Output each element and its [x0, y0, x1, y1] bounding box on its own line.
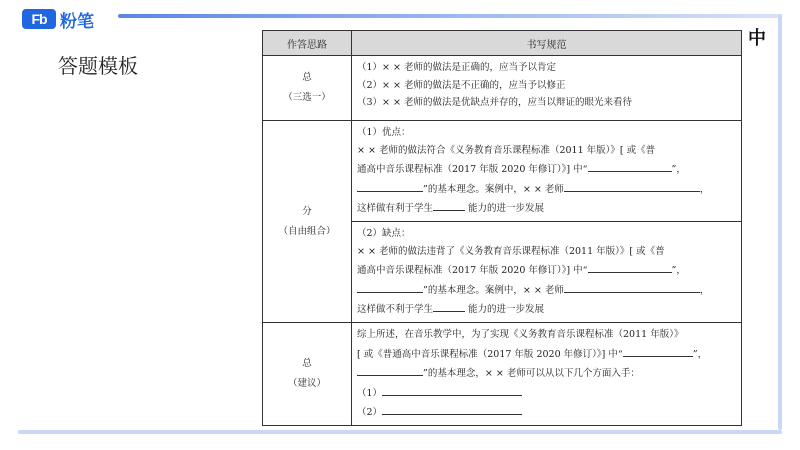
fill-blank: [588, 260, 672, 273]
fill-blank: [357, 363, 423, 376]
suggestion-item: （2）: [357, 402, 736, 422]
fill-blank: [588, 159, 672, 172]
row-label-cell: [263, 323, 352, 426]
fill-blank: [623, 344, 693, 357]
side-decoration-line: [778, 14, 782, 430]
fill-blank: [357, 280, 423, 293]
suggestion-line: ”的基本理念，× × 老师可以从以下几个方面入手：: [357, 363, 736, 383]
row-sublabel: （建议）: [287, 377, 326, 389]
option-line: （3）× × 老师的做法是优缺点并存的，应当以辩证的眼光来看待: [357, 97, 633, 108]
pros-line: ”的基本理念。案例中，× × 老师 ，: [357, 179, 736, 199]
logo-text: 粉笔: [60, 11, 94, 32]
row-sublabel: （三选一）: [283, 92, 331, 103]
fill-blank: [382, 402, 522, 415]
pros-line: 通高中音乐课程标准（2017 年版 2020 年修订）》] 中“ ”，: [357, 159, 736, 179]
cons-cell: [352, 222, 742, 323]
table-header-row: [263, 31, 742, 56]
table-row: [263, 56, 742, 121]
suggestion-line: [ 或《普通高中音乐课程标准（2017 年版 2020 年修订）》] 中“ ”，: [357, 344, 736, 364]
bottom-decoration-line: [18, 430, 782, 434]
row-label-cell: [263, 56, 352, 121]
option-line: （1）× × 老师的做法是正确的，应当予以肯定: [357, 62, 557, 73]
fill-blank: [433, 299, 465, 312]
suggestion-cell: [352, 323, 742, 426]
fill-blank: [382, 383, 522, 396]
header-approach: 作答思路: [263, 31, 352, 56]
brand-logo: [22, 6, 94, 32]
row-content-cell: [352, 56, 742, 121]
fill-blank: [433, 198, 465, 211]
suggestion-line: 综上所述，在音乐教学中，为了实现《义务教育音乐课程标准（2011 年版）》: [357, 329, 684, 340]
row-label-cell: [263, 121, 352, 323]
pros-cell: [352, 121, 742, 222]
fill-blank: [357, 179, 423, 192]
logo-mark: Fb: [22, 9, 56, 29]
table-row: [263, 121, 742, 222]
answer-template-table: [262, 30, 742, 426]
cons-line: ”的基本理念。案例中，× × 老师 ，: [357, 280, 736, 300]
fill-blank: [564, 280, 700, 293]
pros-line: 这样做有利于学生 能力的进一步发展: [357, 198, 736, 218]
cons-line: 通高中音乐课程标准（2017 年版 2020 年修订）》] 中“ ”，: [357, 260, 736, 280]
cons-title: （2）缺点：: [357, 228, 411, 239]
row-label: 分: [302, 205, 312, 217]
pros-line: × × 老师的做法符合《义务教育音乐课程标准（2011 年版）》[ 或《普: [357, 144, 656, 156]
cons-line: × × 老师的做法违背了《义务教育音乐课程标准（2011 年版）》[ 或《普: [357, 245, 665, 257]
row-label: 总: [302, 72, 312, 83]
page-title: 答题模板: [58, 54, 138, 78]
row-sublabel: （自由组合）: [278, 225, 336, 237]
table-row: [263, 323, 742, 426]
suggestion-item: （1）: [357, 383, 736, 403]
pros-title: （1）优点：: [357, 127, 411, 138]
option-line: （2）× × 老师的做法是不正确的，应当予以修正: [357, 79, 566, 91]
row-label: 总: [302, 357, 312, 369]
cons-line: 这样做不利于学生 能力的进一步发展: [357, 299, 736, 319]
header-writing-standard: 书写规范: [352, 31, 742, 56]
top-decoration-line: [118, 14, 780, 18]
fill-blank: [564, 179, 700, 192]
corner-label: 中: [748, 28, 766, 49]
